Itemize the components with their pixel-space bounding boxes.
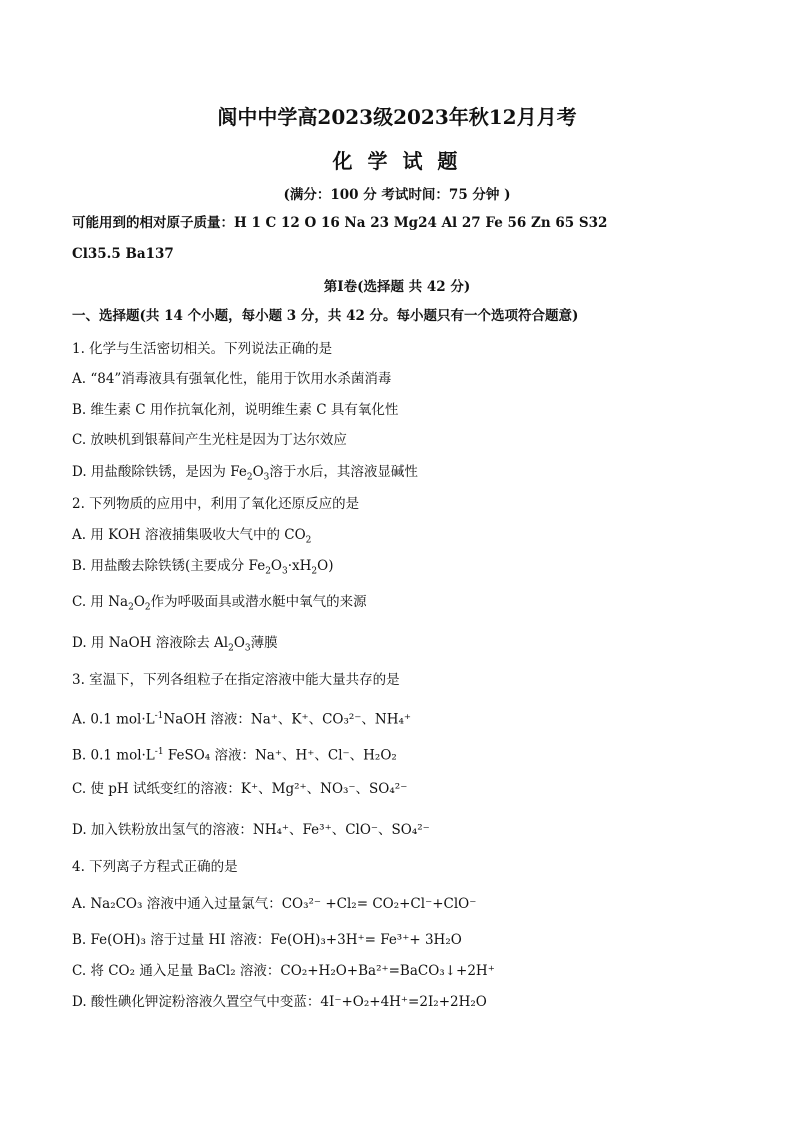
q3-option-a: A. 0.1 $mol\cdot L^{-1}NaOH$ 溶液：Na⁺、K⁺、CO₃²⁻、NH₄⁺ [72, 711, 412, 728]
q4-option-b: B. Fe(OH)₃ 溶于过量 HI 溶液：Fe(OH)₃+3H⁺= Fe³⁺+ 3H₂O [72, 932, 462, 948]
q4-option-a: A. Na₂CO₃ 溶液中通入过量氯气：CO₃²⁻ +Cl₂= CO₂+Cl⁻+ClO⁻ [72, 896, 477, 912]
q4-option-d: D. 酸性碘化钾淀粉溶液久置空气中变蓝：4I⁻+O₂+4H⁺=2I₂+2H₂O [72, 994, 487, 1010]
q4-option-c: C. 将 CO₂ 通入足量 BaCl₂ 溶液：CO₂+H₂O+Ba²⁺=BaCO₃↓+2H⁺ [72, 963, 495, 979]
q3-option-c: C. 使 pH 试纸变红的溶液：K⁺、Mg²⁺、NO₃⁻、SO₄²⁻ [72, 781, 408, 797]
q1-option-d: D. 用盐酸除铁锈，是因为 $Fe_2O_3$溶于水后，其溶液显碱性 [72, 464, 418, 483]
volume-heading: 第Ⅰ卷(选择题 共 42 分) [323, 279, 471, 295]
q1-option-c: C. 放映机到银幕间产生光柱是因为丁达尔效应 [72, 432, 347, 448]
atomic-masses-line-2: Cl35.5 Ba137 [72, 246, 174, 262]
q2-stem: 2. 下列物质的应用中，利用了氧化还原反应的是 [72, 496, 360, 512]
q1-stem: 1. 化学与生活密切相关。下列说法正确的是 [72, 341, 333, 357]
q3-option-d: D. 加入铁粉放出氢气的溶液：NH₄⁺、Fe³⁺、ClO⁻、SO₄²⁻ [72, 822, 430, 838]
q4-stem: 4. 下列离子方程式正确的是 [72, 859, 238, 875]
q2-option-b: B. 用盐酸去除铁锈(主要成分 $Fe_2O_3\cdot xH_2O$) [72, 558, 334, 577]
subject-title: 化 学 试 题 [332, 149, 462, 173]
q2-option-a: A. 用 KOH 溶液捕集吸收大气中的 $CO_2$ [72, 527, 312, 546]
atomic-masses-line-1: 可能用到的相对原子质量：H 1 C 12 O 16 Na 23 Mg24 Al 27 Fe 56 Zn 65 S32 [72, 215, 608, 231]
section-heading: 一、选择题(共 14 个小题，每小题 3 分，共 42 分。每小题只有一个选项符合题意) [72, 308, 579, 324]
q3-stem: 3. 室温下，下列各组粒子在指定溶液中能大量共存的是 [72, 672, 400, 688]
q3-option-b: B. 0.1 $mol\cdot L^{-1}$ FeSO₄ 溶液：Na⁺、H⁺、Cl⁻、H₂O₂ [72, 747, 397, 764]
q1-option-a: A. “84”消毒液具有强氧化性，能用于饮用水杀菌消毒 [72, 371, 392, 387]
exam-title: 阆中中学高2023级2023年秋12月月考 [217, 105, 577, 129]
q1-option-b: B. 维生素 C 用作抗氧化剂，说明维生素 C 具有氧化性 [72, 402, 399, 418]
q2-option-d: D. 用 NaOH 溶液除去 $Al_2O_3$薄膜 [72, 635, 278, 654]
exam-meta: (满分：100 分 考试时间：75 分钟 ) [283, 187, 511, 203]
q2-option-c: C. 用 $Na_2O_2$作为呼吸面具或潜水艇中氧气的来源 [72, 594, 367, 613]
